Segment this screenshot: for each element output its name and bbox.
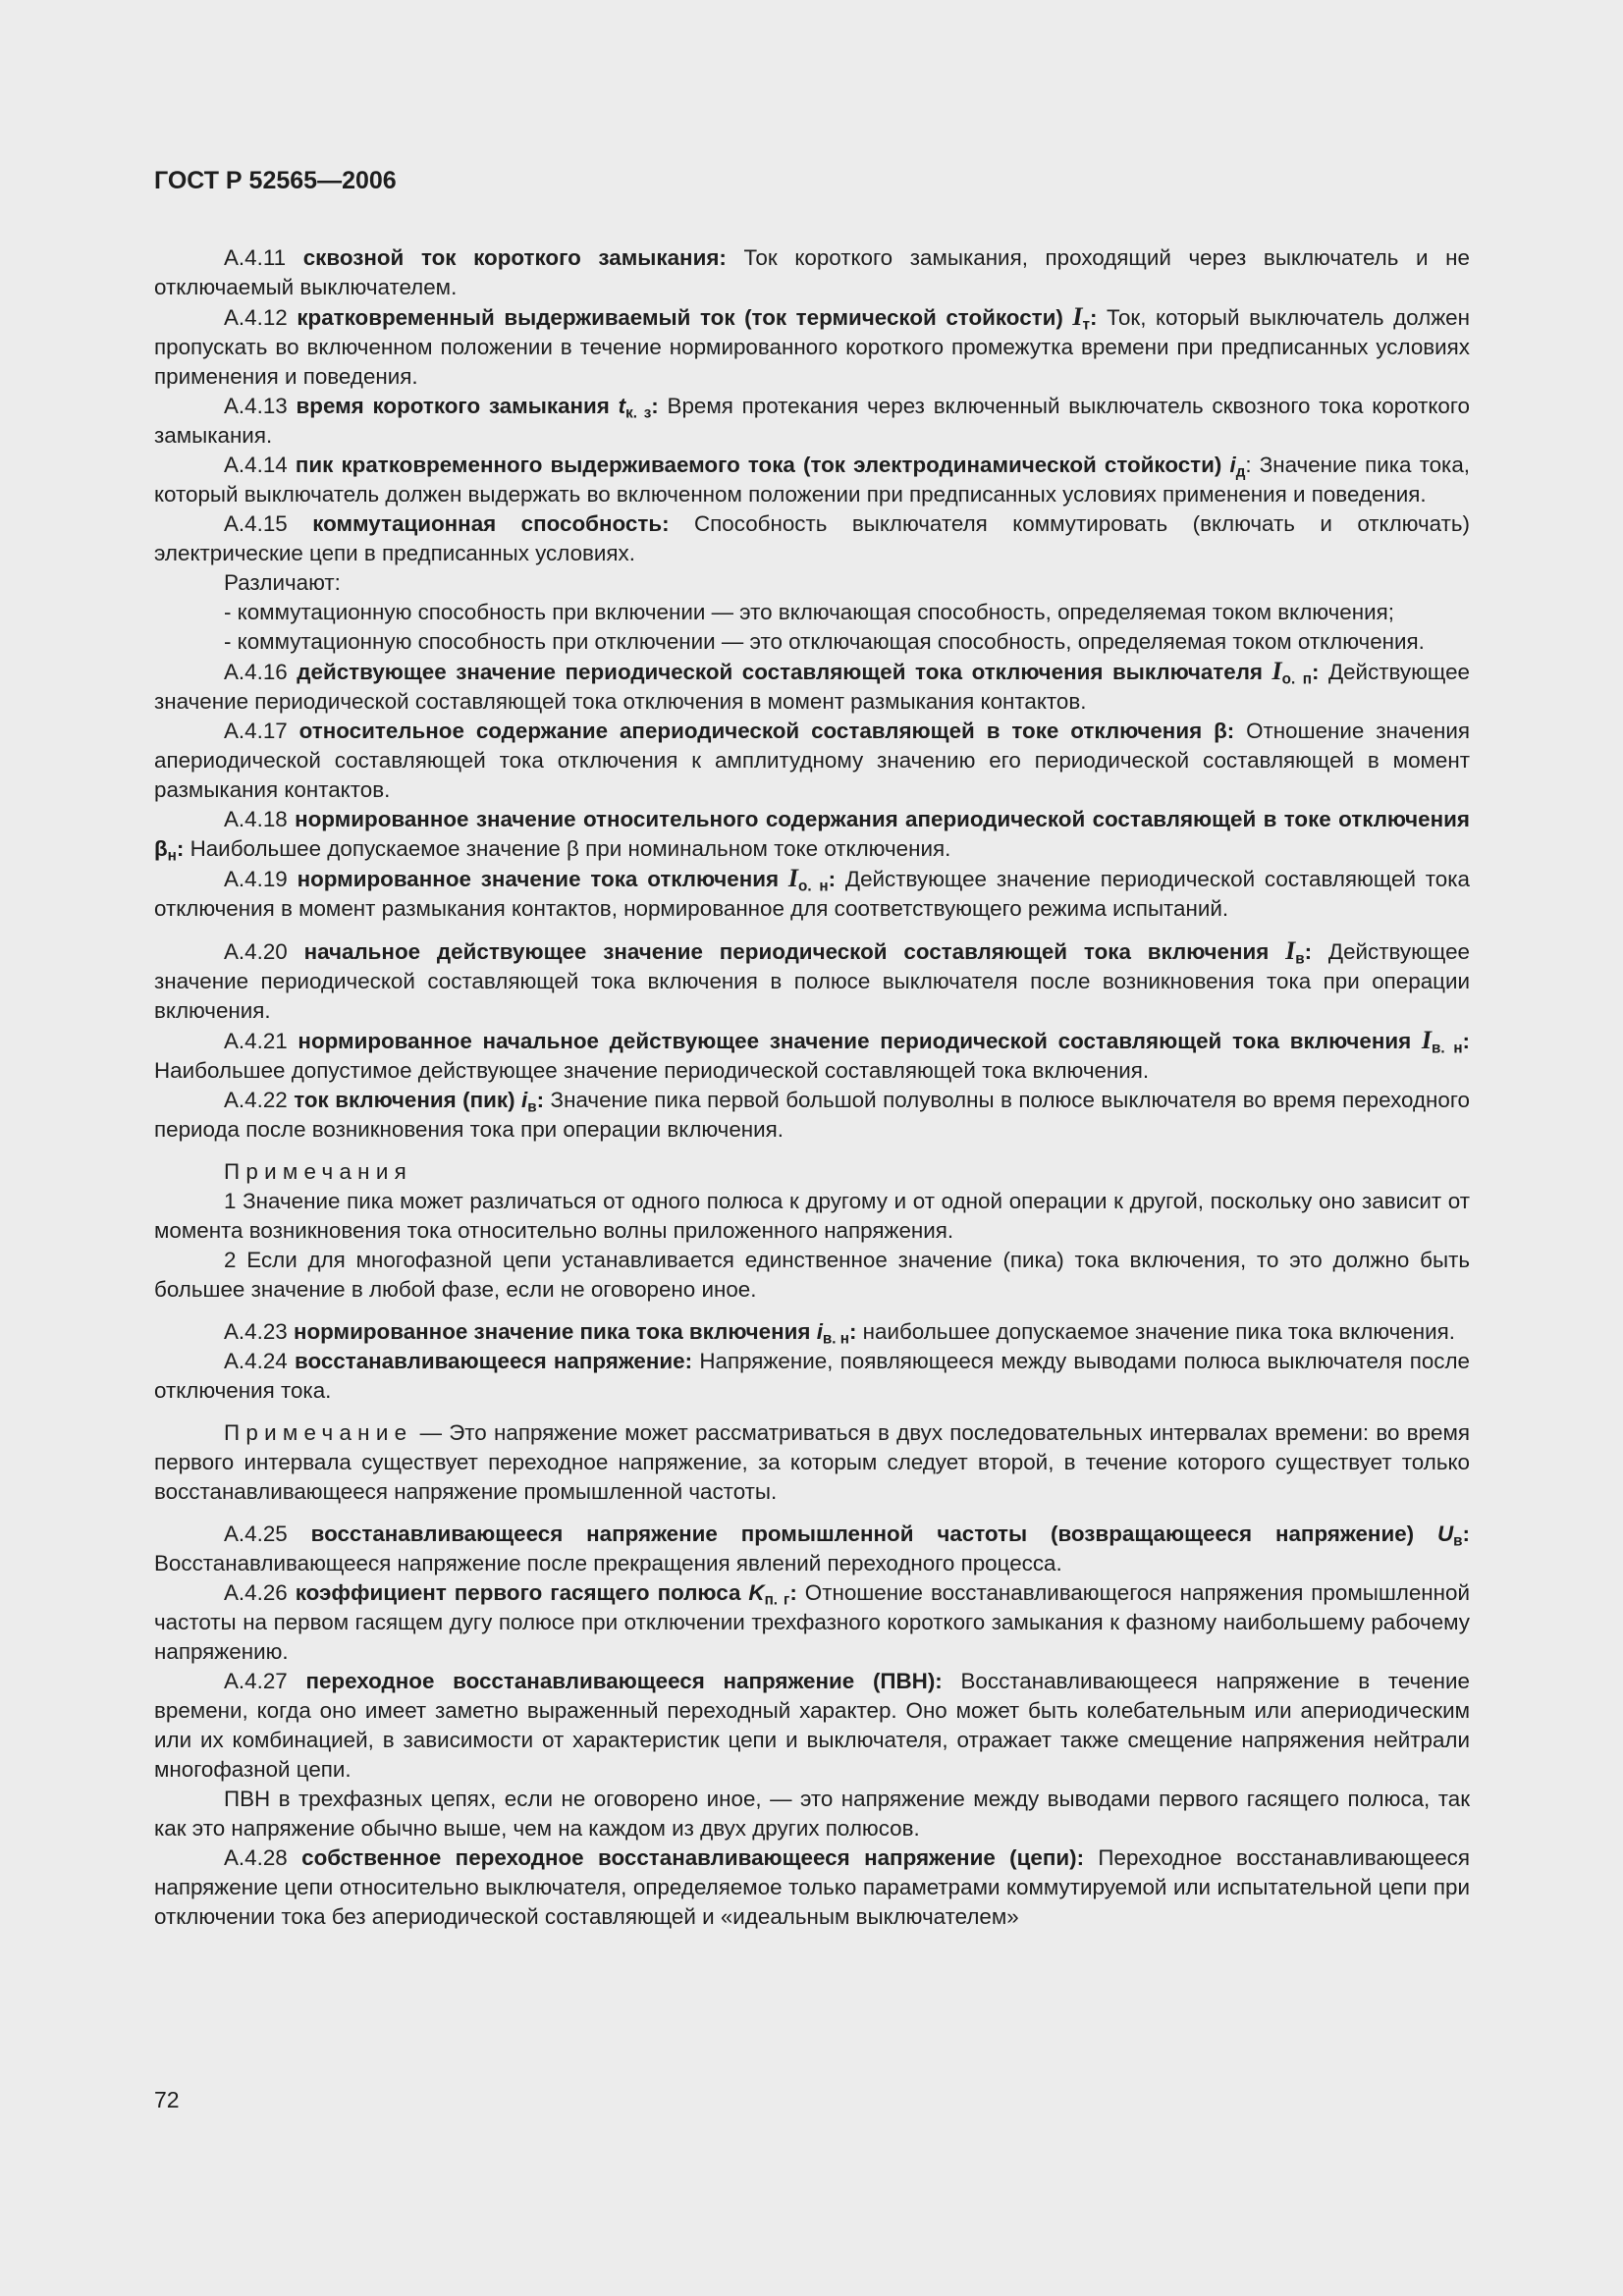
clause-term: коэффициент первого гасящего полюса [295, 1580, 749, 1605]
clause-number: А.4.12 [224, 305, 298, 330]
term-symbol: t [618, 394, 626, 418]
term-symbol: i [1229, 453, 1236, 477]
clause-number: А.4.26 [224, 1580, 296, 1605]
clause-number: А.4.15 [224, 511, 313, 536]
clause-a4-15 [154, 509, 1470, 568]
clause-a4-14 [154, 451, 1470, 509]
clause-term: кратковременный выдерживаемый ток (ток термической стойкости) [297, 305, 1073, 330]
clause-a4-23 [154, 1317, 1470, 1347]
term-colon: : [828, 867, 837, 891]
term-colon: : [848, 1319, 857, 1344]
document-body [154, 243, 1470, 1932]
clause-number: А.4.18 [224, 807, 296, 831]
clause-definition: Значение пика первой большой полуволны в полюсе выключателя во время переходного периода после возникновения тока при операции включения. [154, 1088, 1470, 1142]
clause-number: А.4.27 [224, 1669, 306, 1693]
clause-number: А.4.25 [224, 1522, 311, 1546]
clause-term: ток включения (пик) [294, 1088, 522, 1112]
term-symbol: I [1271, 657, 1282, 685]
clause-a4-26 [154, 1578, 1470, 1667]
pvn-paragraph: ПВН в трехфазных цепях, если не оговорено иное, — это напряжение между выводами первого гасящего полюса, так как это напряжение обычно выше, чем на каждом из двух других полюсов. [154, 1787, 1470, 1841]
term-symbol: i [816, 1319, 823, 1344]
clause-term: начальное действующее значение периодической составляющей тока включения [303, 939, 1286, 964]
clause-number: А.4.13 [224, 394, 297, 418]
clause-term: нормированное начальное действующее значение периодической составляющей тока включения [298, 1029, 1422, 1053]
term-colon: : [1090, 305, 1098, 330]
clause-definition: Отношение восстанавливающегося напряжения промышленной частоты на первом гасящем дугу полюсе при отключении трехфазного короткого замыкания к фазному наибольшему рабочему напряжению. [154, 1580, 1470, 1664]
note-label: Примечание [224, 1420, 413, 1445]
clause-a4-28 [154, 1843, 1470, 1932]
clause-term: пик кратковременного выдерживаемого тока (ток электродинамической стойкости) [295, 453, 1230, 477]
clause-a4-12 [154, 302, 1470, 392]
clause-a4-18 [154, 805, 1470, 864]
clause-a4-11 [154, 243, 1470, 302]
note-item: 1 Значение пика может различаться от одного полюса к другому и от одной операции к другой, поскольку оно зависит от момента возникновения тока относительно волны приложенного напряжения. [154, 1189, 1470, 1243]
term-colon: : [1462, 1029, 1470, 1053]
clause-definition: Отношение значения апериодической составляющей тока отключения к амплитудному значению его периодической составляющей в момент размыкания контактов. [154, 719, 1470, 802]
term-colon: : [1304, 939, 1313, 964]
clause-number: А.4.21 [224, 1029, 298, 1053]
clause-a4-22 [154, 1086, 1470, 1145]
clause-term: нормированное значение относительного содержания апериодической составляющей в токе отключения β [154, 807, 1470, 861]
clause-term: действующее значение периодической составляющей тока отключения выключателя [297, 660, 1272, 684]
clause-definition: Ток, который выключатель должен пропускать во включенном положении в течение нормированного короткого промежутка времени при предписанных условиях применения и поведения. [154, 305, 1471, 389]
list-item: - коммутационную способность при включении — это включающая способность, определяемая током включения; [224, 600, 1394, 624]
symbol-subscript: в. н [1432, 1040, 1463, 1057]
clause-number: А.4.16 [224, 660, 298, 684]
clause-definition: Переходное восстанавливающееся напряжение цепи относительно выключателя, определяемое только параметрами коммутируемой или испытательной цепи при отключении тока без апериодической составляющей и «идеальным выключателем» [154, 1845, 1470, 1929]
term-symbol: i [521, 1088, 528, 1112]
clause-definition: наибольшее допускаемое значение пика тока включения. [856, 1319, 1455, 1344]
clause-definition: Действующее значение периодической составляющей тока включения в полюсе выключателя после возникновения тока при операции включения. [154, 939, 1470, 1023]
clause-term: нормированное значение пика тока включения [293, 1319, 817, 1344]
clause-term: сквозной ток короткого замыкания: [302, 245, 727, 270]
symbol-subscript: в [527, 1098, 537, 1116]
note-text: — Это напряжение может рассматриваться в двух последовательных интервалах времени: во время первого интервала существует переходное напряжение, за которым следует второй, в течение которого существует только восстанавливающееся напряжение промышленной частоты. [154, 1420, 1470, 1504]
term-colon: : [536, 1088, 545, 1112]
clause-a4-16 [154, 657, 1470, 717]
clause-number: А.4.19 [224, 867, 298, 891]
clause-definition: Восстанавливающееся напряжение после прекращения явлений переходного процесса. [154, 1551, 1062, 1575]
term-symbol: I [1285, 936, 1296, 965]
clause-term: восстанавливающееся напряжение: [294, 1349, 693, 1373]
clause-a4-13 [154, 392, 1470, 451]
term-colon: : [789, 1580, 797, 1605]
clause-number: А.4.14 [224, 453, 296, 477]
symbol-subscript: о. н [798, 878, 829, 895]
clause-term: переходное восстанавливающееся напряжение (ПВН): [305, 1669, 943, 1693]
clause-definition: Способность выключателя коммутировать (включать и отключать) электрические цепи в предписанных условиях. [154, 511, 1470, 565]
clause-number: А.4.22 [224, 1088, 295, 1112]
symbol-subscript: т [1082, 316, 1090, 334]
term-colon: : [1245, 453, 1252, 477]
term-symbol: I [1421, 1026, 1433, 1054]
clause-term: нормированное значение тока отключения [297, 867, 788, 891]
symbol-subscript: к. з [625, 404, 652, 422]
clause-term: время короткого замыкания [296, 394, 619, 418]
clause-definition: Восстанавливающееся напряжение в течение времени, когда оно имеет заметно выраженный переходный характер. Оно может быть колебательным или апериодическим или их комбинацией, в зависимости от характеристик цепи и выключателя, отражает также смещение напряжения нейтрали многофазной цепи. [154, 1669, 1470, 1782]
clause-definition: Значение пика тока, который выключатель должен выдержать во включенном положении при предписанных условиях применения и поведения. [154, 453, 1470, 507]
term-colon: : [1311, 660, 1320, 684]
clause-a4-19 [154, 864, 1470, 924]
clause-definition: Напряжение, появляющееся между выводами полюса выключателя после отключения тока. [154, 1349, 1470, 1403]
clause-a4-24 [154, 1347, 1470, 1406]
clause-a4-27 [154, 1667, 1470, 1785]
clause-definition: Время протекания через включенный выключатель сквозного тока короткого замыкания. [154, 394, 1470, 448]
clause-number: А.4.11 [224, 245, 303, 270]
symbol-subscript: в. н [822, 1330, 849, 1348]
standard-designation: ГОСТ Р 52565—2006 [154, 167, 397, 194]
term-symbol: I [787, 864, 799, 892]
clause-number: А.4.20 [224, 939, 304, 964]
note-item: 2 Если для многофазной цепи устанавливается единственное значение (пика) тока включения, то это должно быть большее значение в любой фазе, если не оговорено иное. [154, 1248, 1470, 1302]
clause-definition: Наибольшее допустимое действующее значение периодической составляющей тока включения. [154, 1058, 1150, 1083]
term-symbol: I [1072, 302, 1083, 331]
symbol-subscript: о. п [1281, 670, 1312, 688]
clause-definition: Действующее значение периодической составляющей тока отключения в момент размыкания контактов. [154, 660, 1470, 714]
term-symbol: K [748, 1580, 765, 1605]
clause-a4-21 [154, 1026, 1470, 1086]
page-number: 72 [154, 2087, 180, 2112]
term-colon: : [176, 836, 185, 861]
clause-a4-17 [154, 717, 1470, 805]
symbol-subscript: д [1235, 463, 1246, 481]
clause-a4-25 [154, 1520, 1470, 1578]
clause-a4-20 [154, 936, 1470, 1026]
clause-definition: Наибольшее допускаемое значение β при номинальном токе отключения. [184, 836, 951, 861]
note-single [154, 1418, 1470, 1507]
distinguish-line: Различают: [224, 570, 341, 595]
clause-term: собственное переходное восстанавливающееся напряжение (цепи): [301, 1845, 1085, 1870]
clause-definition: Ток короткого замыкания, проходящий через выключатель и не отключаемый выключателем. [154, 245, 1470, 299]
term-colon: : [651, 394, 659, 418]
term-colon: : [1462, 1522, 1470, 1546]
clause-definition: Действующее значение периодической составляющей тока отключения в момент размыкания контактов, нормированное для соответствующего режима испытаний. [154, 867, 1471, 921]
term-symbol: U [1436, 1522, 1454, 1546]
clause-number: А.4.24 [224, 1349, 295, 1373]
clause-term: коммутационная способность: [312, 511, 670, 536]
symbol-subscript: п. г [764, 1591, 790, 1609]
symbol-subscript: н [167, 847, 177, 865]
clause-term: относительное содержание апериодической составляющей в токе отключения β: [298, 719, 1235, 743]
clause-number: А.4.23 [224, 1319, 294, 1344]
list-item: - коммутационную способность при отключении — это отключающая способность, определяемая током отключения. [224, 629, 1425, 654]
notes-heading: Примечания [224, 1159, 412, 1184]
clause-number: А.4.17 [224, 719, 299, 743]
symbol-subscript: в [1453, 1532, 1463, 1550]
clause-number: А.4.28 [224, 1845, 302, 1870]
clause-term: восстанавливающееся напряжение промышленной частоты (возвращающееся напряжение) [310, 1522, 1437, 1546]
symbol-subscript: в [1295, 950, 1305, 968]
